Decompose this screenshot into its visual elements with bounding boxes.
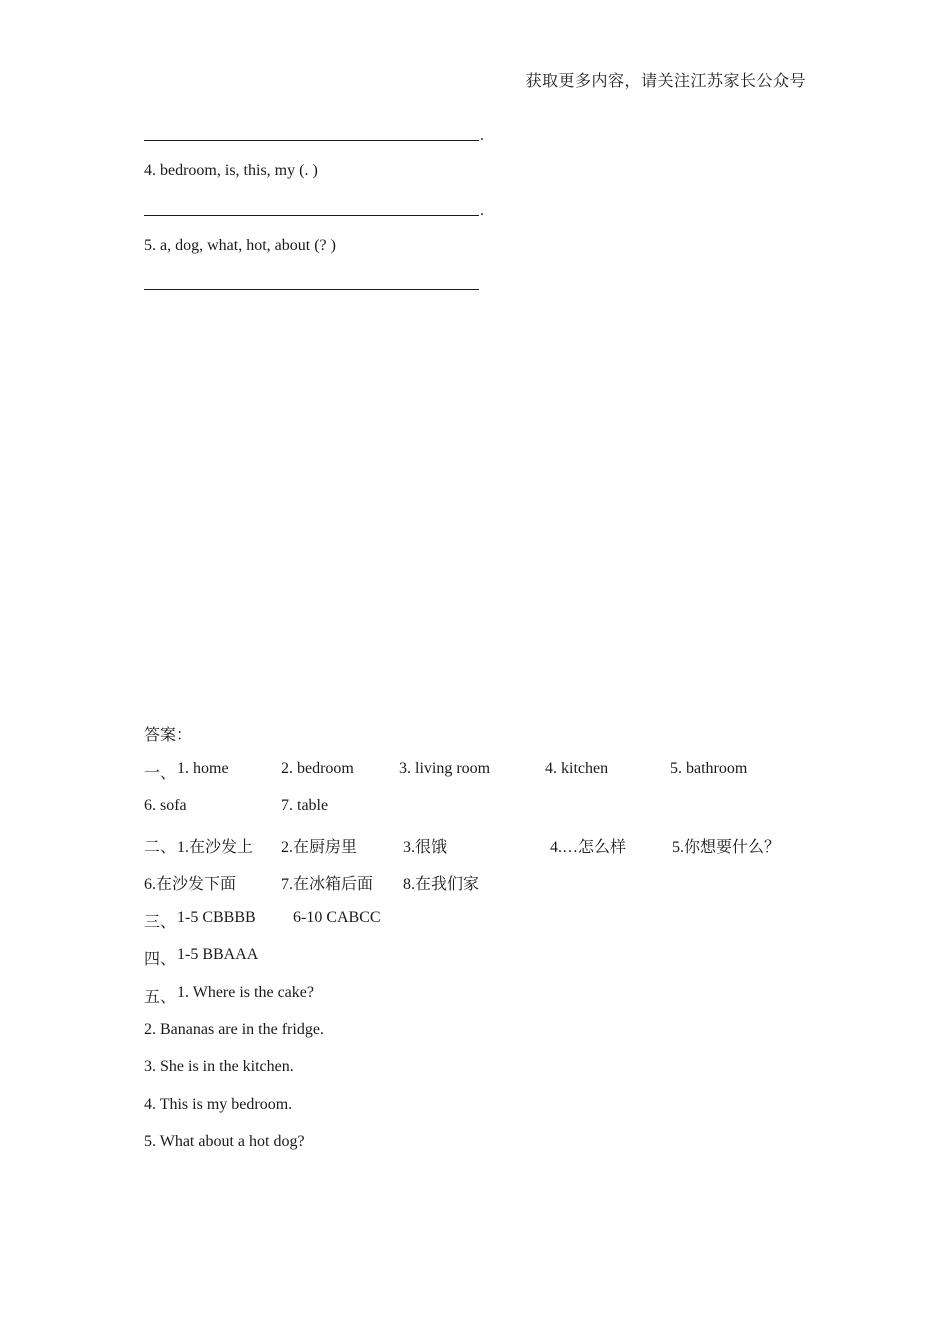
section-3-item: 6-10 CABCC <box>293 909 381 926</box>
section-1-item: 1. home <box>177 760 229 777</box>
question-4: 4. bedroom, is, this, my (. ) <box>144 162 318 179</box>
section-1-label: 一、 <box>144 765 177 782</box>
section-5-label: 五、 <box>144 989 177 1006</box>
section-3-label: 三、 <box>144 914 177 931</box>
section-5-item: 2. Bananas are in the fridge. <box>144 1021 324 1038</box>
section-1-item: 7. table <box>281 797 329 814</box>
answer-blank-line <box>144 140 479 141</box>
section-2-item: 3.很饿 <box>403 839 448 856</box>
section-4-item: 1-5 BBAAA <box>177 946 259 963</box>
answer-blank-line <box>144 215 479 216</box>
section-1-item: 2. bedroom <box>281 760 354 777</box>
section-2-item: 4.…怎么样 <box>550 839 627 856</box>
section-5-item: 4. This is my bedroom. <box>144 1096 293 1113</box>
section-2-item: 5.你想要什么？ <box>672 839 781 856</box>
answers-title: 答案： <box>144 727 193 744</box>
section-2-item: 2.在厨房里 <box>281 839 358 856</box>
section-4-label: 四、 <box>144 951 177 968</box>
section-2-item: 7.在冰箱后面 <box>281 876 374 893</box>
section-2-label: 二、 <box>144 839 177 856</box>
blank-period: . <box>480 127 484 144</box>
section-5-item: 5. What about a hot dog? <box>144 1133 305 1150</box>
question-5: 5. a, dog, what, hot, about (? ) <box>144 237 336 254</box>
section-2-item: 6.在沙发下面 <box>144 876 237 893</box>
section-5-item: 1. Where is the cake? <box>177 984 314 1001</box>
section-1-item: 3. living room <box>399 760 491 777</box>
section-3-item: 1-5 CBBBB <box>177 909 256 926</box>
answer-blank-line <box>144 289 479 290</box>
section-1-item: 4. kitchen <box>545 760 609 777</box>
section-2-item: 1.在沙发上 <box>177 839 254 856</box>
section-1-item: 6. sofa <box>144 797 187 814</box>
header-note: 获取更多内容，请关注江苏家长公众号 <box>525 73 806 90</box>
section-1-item: 5. bathroom <box>670 760 748 777</box>
blank-period: . <box>480 202 484 219</box>
section-5-item: 3. She is in the kitchen. <box>144 1058 294 1075</box>
section-2-item: 8.在我们家 <box>403 876 480 893</box>
